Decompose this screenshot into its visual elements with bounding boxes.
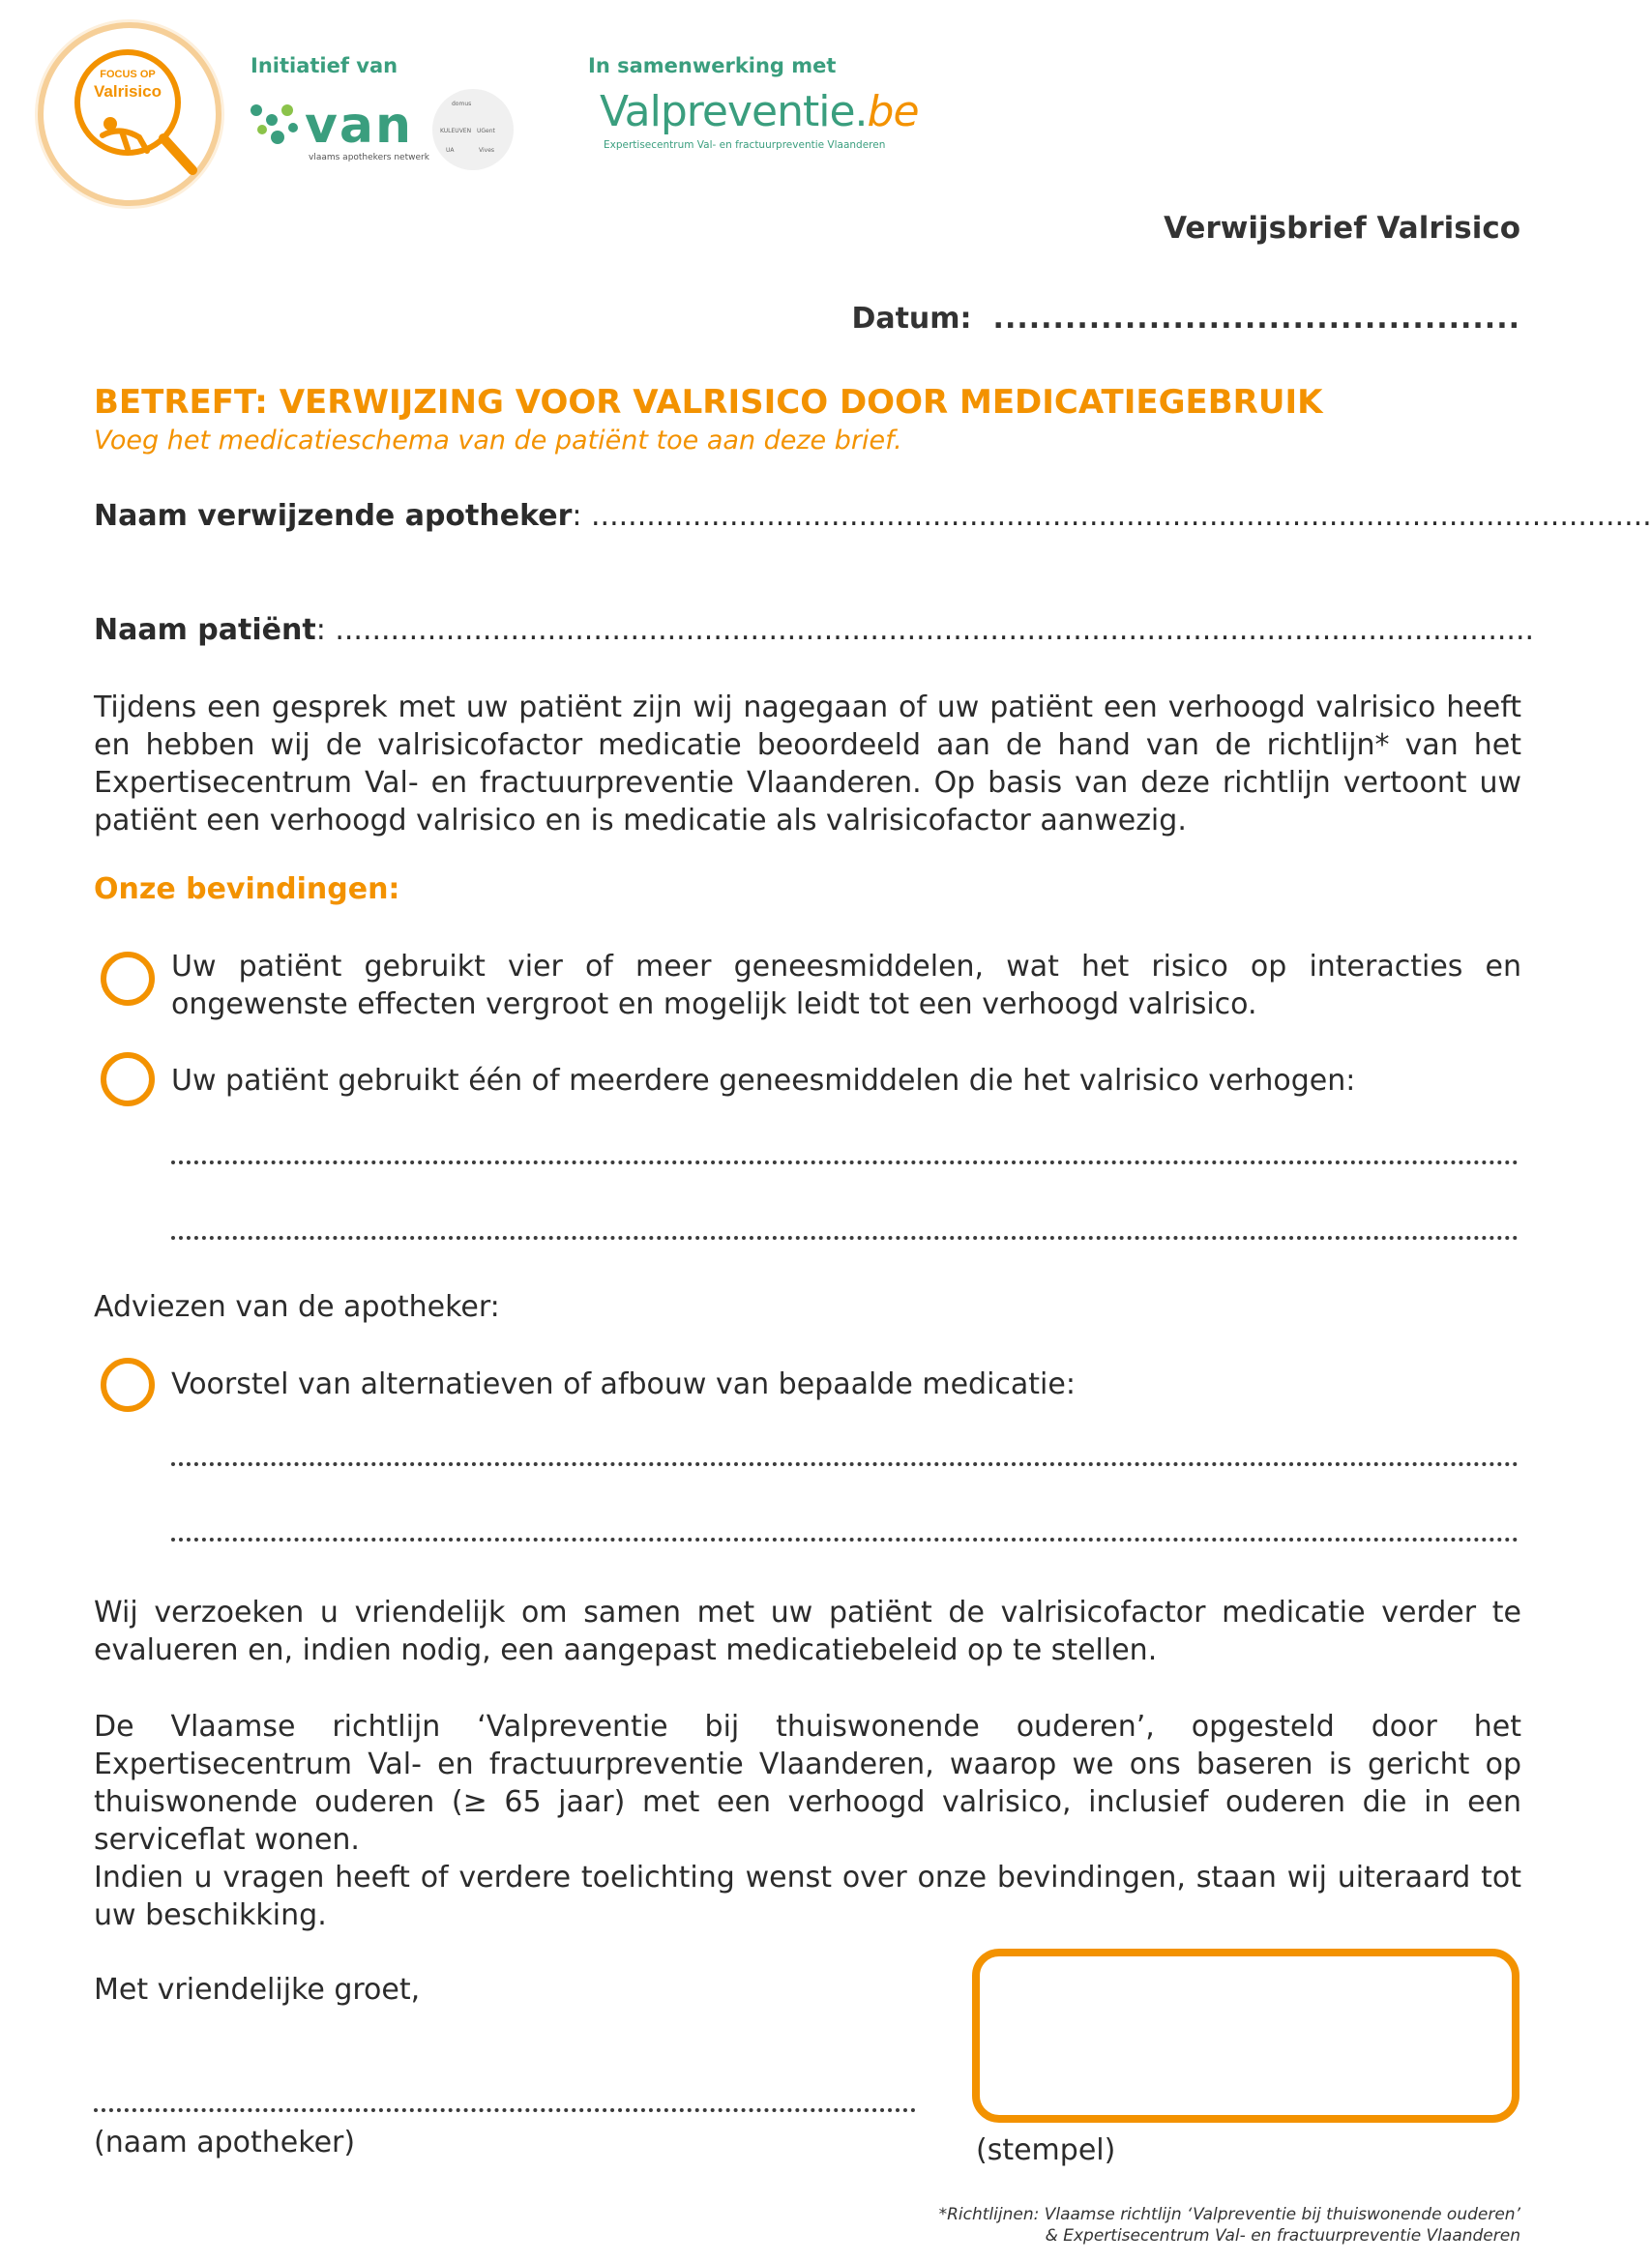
- request-paragraph: Wij verzoeken u vriendelijk om samen met uw patiënt de valrisicofactor medicatie verder te evalueren en, indien nodig, een aangepast medicatiebeleid op te stellen.: [94, 1596, 1521, 1667]
- pharmacist-name-field: [94, 499, 1652, 533]
- findings-heading: Onze bevindingen:: [94, 872, 400, 906]
- valpreventie-logo: [600, 87, 919, 151]
- patient-name-field: [94, 613, 1535, 647]
- partner-logo: KULEUVEN: [440, 128, 472, 134]
- valpreventie-word: Valpreventie.: [600, 87, 868, 136]
- option-circle-icon[interactable]: [101, 952, 155, 1006]
- finding-1-text: Uw patiënt gebruikt vier of meer geneesmiddelen, wat het risico op interacties en ongewenste effecten vergroot en mogelijk leidt tot een verhoogd valrisico.: [171, 950, 1521, 1021]
- questions-paragraph: Indien u vragen heeft of verdere toelichting wenst over onze bevindingen, staan wij uiteraard tot uw beschikking.: [94, 1861, 1521, 1932]
- finding-2-text: Uw patiënt gebruikt één of meerdere geneesmiddelen die het valrisico verhogen:: [171, 1064, 1356, 1098]
- finding-2-line[interactable]: [171, 1236, 1519, 1240]
- date-field: [851, 302, 1520, 336]
- advice-heading: Adviezen van de apotheker:: [94, 1290, 500, 1324]
- patient-name-label: Naam patiënt: [94, 613, 316, 647]
- signature-label: (naam apotheker): [94, 2126, 356, 2159]
- advice-1-text: Voorstel van alternatieven of afbouw van bepaalde medicatie:: [171, 1367, 1076, 1401]
- focus-logo-line1: FOCUS OP: [100, 69, 156, 80]
- valpreventie-suffix: be: [867, 87, 919, 136]
- option-circle-icon[interactable]: [101, 1358, 155, 1412]
- intro-paragraph: Tijdens een gesprek met uw patiënt zijn wij nagegaan of uw patiënt een verhoogd valrisico heeft en hebben wij de valrisicofactor medicatie beoordeeld aan de hand van de richtlijn* van het Expertisecentrum Val- en fractuurpreventie Vlaanderen. Op basis van deze richtlijn vertoont uw patiënt een verhoogd valrisico en is medicatie als valrisicofactor aanwezig.: [94, 690, 1521, 837]
- document-title: Verwijsbrief Valrisico: [1164, 211, 1520, 246]
- focus-valrisico-logo: [33, 17, 226, 211]
- van-word: van: [305, 97, 414, 155]
- magnifier-icon: [33, 17, 226, 211]
- date-dots: ............................................: [992, 302, 1520, 336]
- advice-1-line[interactable]: [171, 1462, 1519, 1466]
- pharmacist-name-dots: : ...................................................................................................................: [572, 499, 1652, 533]
- patient-name-dots: : ..................................................................................................................................: [315, 613, 1535, 647]
- valpreventie-subtitle: Expertisecentrum Val- en fractuurpreventie Vlaanderen: [604, 139, 886, 151]
- van-network-icon: [249, 101, 305, 151]
- footnote: [939, 2204, 1520, 2247]
- advice-1-line[interactable]: [171, 1538, 1519, 1542]
- greeting: Met vriendelijke groet,: [94, 1973, 421, 2007]
- initiative-label: Initiatief van: [251, 54, 398, 77]
- partner-logo: UGent: [477, 128, 495, 134]
- footnote-line-2: & Expertisecentrum Val- en fractuurpreventie Vlaanderen: [1045, 2226, 1520, 2246]
- collab-label: In samenwerking met: [588, 54, 837, 77]
- stamp-label: (stempel): [976, 2133, 1116, 2167]
- option-circle-icon[interactable]: [101, 1052, 155, 1106]
- partner-logo: UA: [446, 147, 455, 154]
- pharmacist-name-label: Naam verwijzende apotheker: [94, 499, 573, 533]
- subject-note: Voeg het medicatieschema van de patiënt toe aan deze brief.: [94, 426, 902, 455]
- signature-line[interactable]: [94, 2108, 916, 2112]
- footnote-line-1: *Richtlijnen: Vlaamse richtlijn ‘Valpreventie bij thuiswonende ouderen’: [938, 2205, 1520, 2224]
- partner-logos: [432, 89, 514, 170]
- finding-2-line[interactable]: [171, 1160, 1519, 1164]
- van-logo: [249, 97, 429, 162]
- stamp-box[interactable]: [972, 1949, 1519, 2123]
- date-label: Datum:: [851, 302, 972, 336]
- van-subtitle: vlaams apothekers netwerk: [309, 153, 429, 162]
- guideline-paragraph: De Vlaamse richtlijn ‘Valpreventie bij thuiswonende ouderen’, opgesteld door het Expertisecentrum Val- en fractuurpreventie Vlaanderen, waarop we ons baseren is gericht op thuiswonende ouderen (≥ 65 jaar) met een verhoogd valrisico, inclusief ouderen die in een serviceflat wonen.: [94, 1710, 1521, 1857]
- partner-logo: domus: [452, 101, 472, 107]
- subject-heading: BETREFT: VERWIJZING VOOR VALRISICO DOOR MEDICATIEGEBRUIK: [94, 383, 1323, 422]
- partner-logo: Vives: [479, 147, 495, 154]
- focus-logo-line2: Valrisico: [94, 82, 162, 101]
